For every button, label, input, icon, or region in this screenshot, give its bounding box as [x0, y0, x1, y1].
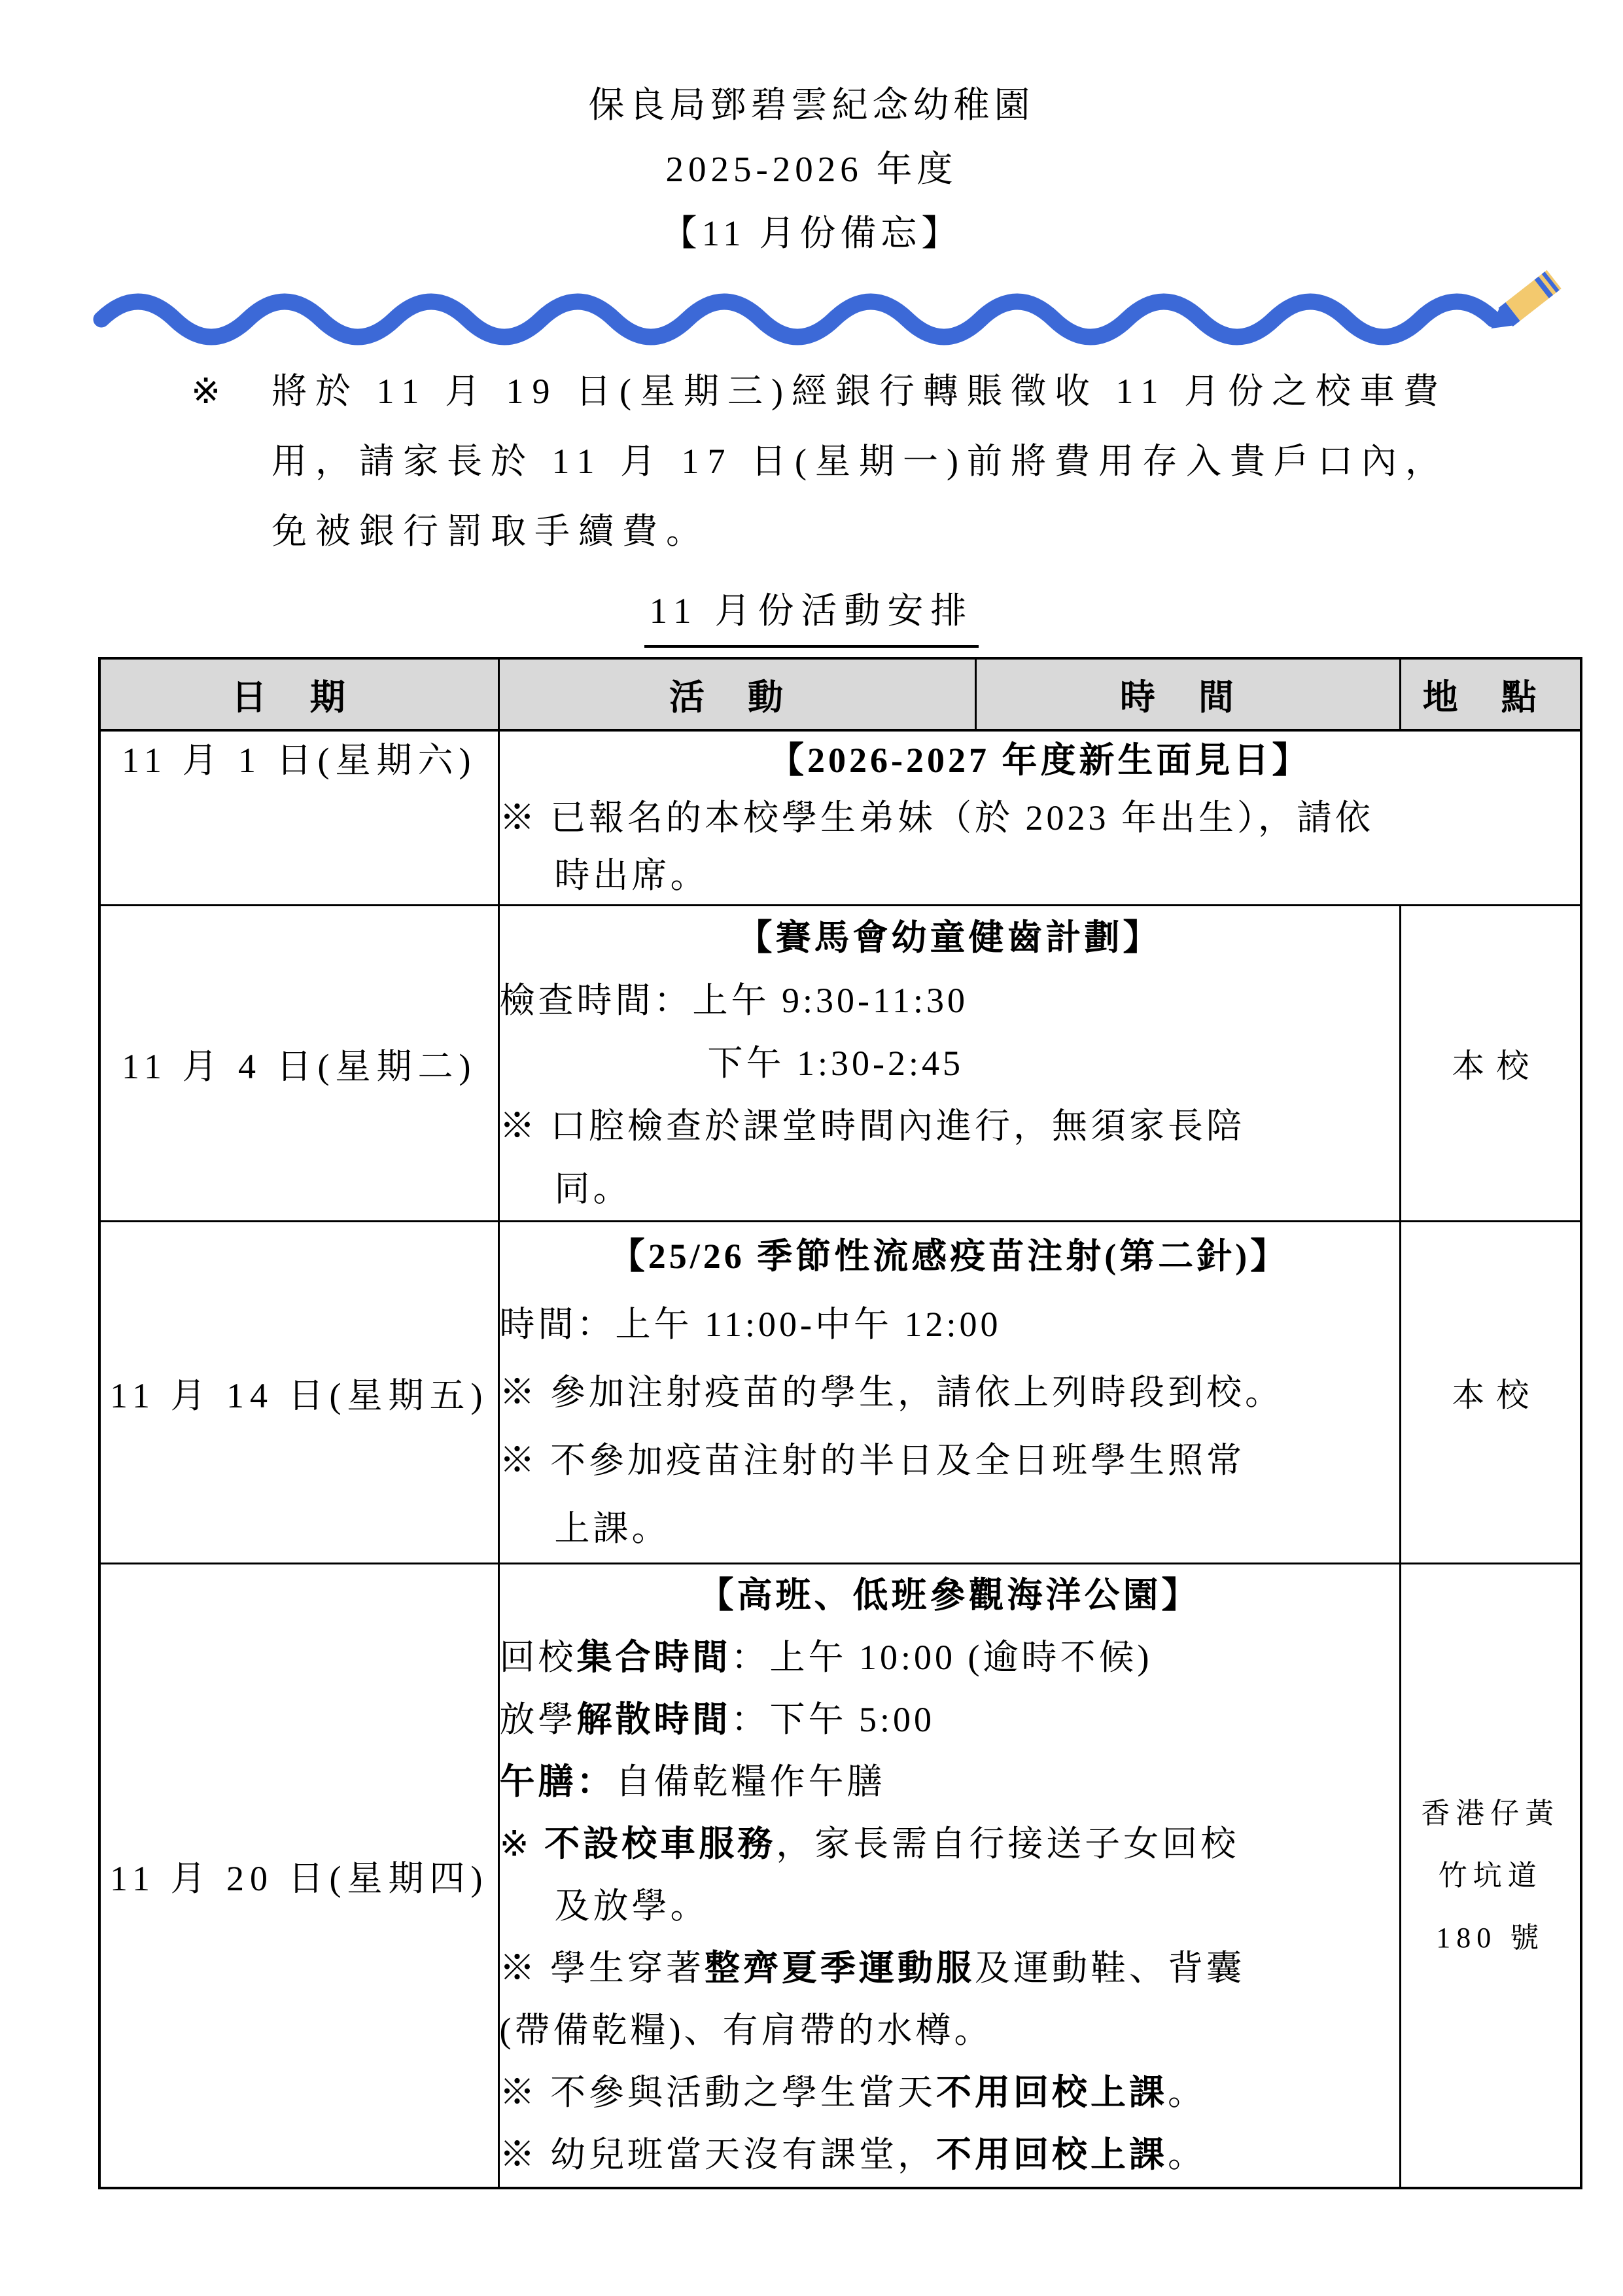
- text-run: ※ 不參與活動之學生當天: [499, 2073, 936, 2112]
- text-line: [500, 1937, 1399, 2000]
- bold-text-run: 解散時間: [576, 1700, 731, 1739]
- text-run: 時間：上午 11:00-中午 12:00: [499, 1305, 1002, 1344]
- text-run: ：上午 10:00 (逾時不候): [731, 1638, 1153, 1677]
- header-location: 地點: [1400, 658, 1581, 730]
- text-run: 時出席。: [554, 856, 709, 895]
- date-cell: 11 月 4 日(星期二): [99, 906, 498, 1222]
- date-cell: 11 月 1 日(星期六): [99, 730, 498, 906]
- table-row: [99, 730, 1581, 906]
- text-line: [500, 1426, 1399, 1494]
- crayon-icon: [1484, 270, 1561, 338]
- bold-text-run: 不用回校上課: [936, 2073, 1168, 2112]
- text-line: [1401, 1782, 1580, 1845]
- text-line: [500, 1095, 1399, 1157]
- bold-text-run: 【25/26 季節性流感疫苗注射(第二針)】: [609, 1237, 1289, 1276]
- text-line: [500, 732, 1580, 789]
- memo-line: 免被銀行罰取手續費。: [271, 512, 710, 551]
- text-line: [500, 1494, 1399, 1563]
- text-run: 回校: [499, 1638, 577, 1677]
- text-line: [500, 1290, 1399, 1358]
- text-line: [500, 2124, 1399, 2186]
- header-activity: 活動: [498, 658, 975, 730]
- text-line: [500, 2062, 1399, 2124]
- text-line: [500, 969, 1399, 1032]
- bold-text-run: 整齊夏季運動服: [705, 1949, 975, 1988]
- text-line: [500, 847, 1580, 904]
- text-run: 上課。: [554, 1509, 671, 1548]
- text-line: [500, 1875, 1399, 1937]
- text-line: [500, 1751, 1399, 1813]
- memo-line: 將於 11 月 19 日(星期三)經銀行轉賬徵收 11 月份之校車費: [271, 372, 1447, 411]
- activity-cell: [498, 1564, 1400, 2188]
- header-time: 時間: [975, 658, 1400, 730]
- text-run: 。: [1168, 2073, 1206, 2112]
- text-run: 及運動鞋、背囊: [975, 1949, 1245, 1988]
- text-line: [500, 906, 1399, 969]
- activity-cell: [498, 906, 1400, 1222]
- bold-text-run: 午膳：: [499, 1762, 616, 1801]
- text-line: [1401, 1845, 1580, 1907]
- text-run: ：下午 5:00: [731, 1700, 935, 1739]
- bold-text-run: 不用回校上課: [936, 2135, 1168, 2174]
- text-run: (帶備乾糧)、有肩帶的水樽。: [499, 2011, 993, 2050]
- text-run: 竹坑道: [1438, 1859, 1543, 1892]
- activity-cell: [498, 1222, 1400, 1564]
- text-line: [500, 1222, 1399, 1290]
- activities-table: [98, 657, 1582, 2189]
- text-run: ※ 已報名的本校學生弟妹（於 2023 年出生），請依: [499, 798, 1374, 838]
- reference-mark: ※: [191, 372, 221, 411]
- text-line: [500, 1032, 1399, 1095]
- bold-text-run: 【高班、低班參觀海洋公園】: [698, 1576, 1200, 1615]
- text-line: [500, 1358, 1399, 1426]
- location-cell: [1400, 1564, 1581, 2188]
- bold-text-run: 【賽馬會幼童健齒計劃】: [737, 918, 1162, 957]
- title-block: [0, 0, 1623, 266]
- text-line: [500, 1564, 1399, 1627]
- text-run: 及放學。: [554, 1886, 709, 1926]
- memo-line: 用，請家長於 11 月 17 日(星期一)前將費用存入貴戶口內，: [271, 442, 1449, 481]
- header-date: 日期: [99, 658, 498, 730]
- bold-text-run: 【2026-2027 年度新生面見日】: [769, 741, 1311, 780]
- activity-cell: [498, 730, 1581, 906]
- text-run: 放學: [499, 1700, 577, 1739]
- text-run: ※ 參加注射疫苗的學生，請依上列時段到校。: [499, 1373, 1283, 1412]
- text-line: [500, 789, 1580, 847]
- date-cell: 11 月 20 日(星期四): [99, 1564, 498, 2188]
- text-line: [500, 2000, 1399, 2062]
- table-header-row: [99, 658, 1581, 730]
- bold-text-run: 不設校車服務: [544, 1824, 777, 1863]
- text-run: 檢查時間：上午 9:30-11:30: [499, 981, 968, 1020]
- date-cell: 11 月 14 日(星期五): [99, 1222, 498, 1564]
- text-line: [500, 1689, 1399, 1751]
- text-run: ※ 幼兒班當天沒有課堂，: [499, 2135, 936, 2174]
- text-run: 自備乾糧作午膳: [615, 1762, 886, 1801]
- bold-text-run: 集合時間: [576, 1638, 731, 1677]
- text-run: ※ 學生穿著: [499, 1949, 705, 1988]
- text-run: 香港仔黃: [1421, 1797, 1560, 1829]
- school-name: 保良局鄧碧雲紀念幼稚園: [588, 85, 1035, 125]
- text-run: ※ 口腔檢查於課堂時間內進行，無須家長陪: [499, 1106, 1245, 1146]
- location-cell: 本校: [1400, 906, 1581, 1222]
- table-row: [99, 1564, 1581, 2188]
- section-heading: [0, 585, 1623, 648]
- text-run: ，家長需自行接送子女回校: [776, 1824, 1240, 1863]
- wavy-divider: [0, 268, 1623, 357]
- text-line: [500, 1813, 1399, 1875]
- text-run: 下午 1:30-2:45: [707, 1044, 964, 1083]
- table-row: [99, 906, 1581, 1222]
- section-heading-text: 11 月份活動安排: [644, 585, 979, 648]
- text-run: 180 號: [1436, 1921, 1545, 1954]
- text-run: 。: [1168, 2135, 1206, 2174]
- bank-transfer-memo: [0, 357, 1623, 567]
- text-line: [500, 1627, 1399, 1689]
- text-run: ※ 不參加疫苗注射的半日及全日班學生照常: [499, 1441, 1245, 1480]
- location-cell: 本校: [1400, 1222, 1581, 1564]
- text-line: [1401, 1907, 1580, 1969]
- memo-title: 【11 月份備忘】: [661, 213, 962, 253]
- text-line: [500, 1157, 1399, 1220]
- text-run: 同。: [554, 1169, 632, 1209]
- wave-line: [101, 302, 1493, 337]
- table-row: [99, 1222, 1581, 1564]
- text-run: ※: [499, 1824, 545, 1863]
- school-year: 2025-2026 年度: [665, 149, 958, 189]
